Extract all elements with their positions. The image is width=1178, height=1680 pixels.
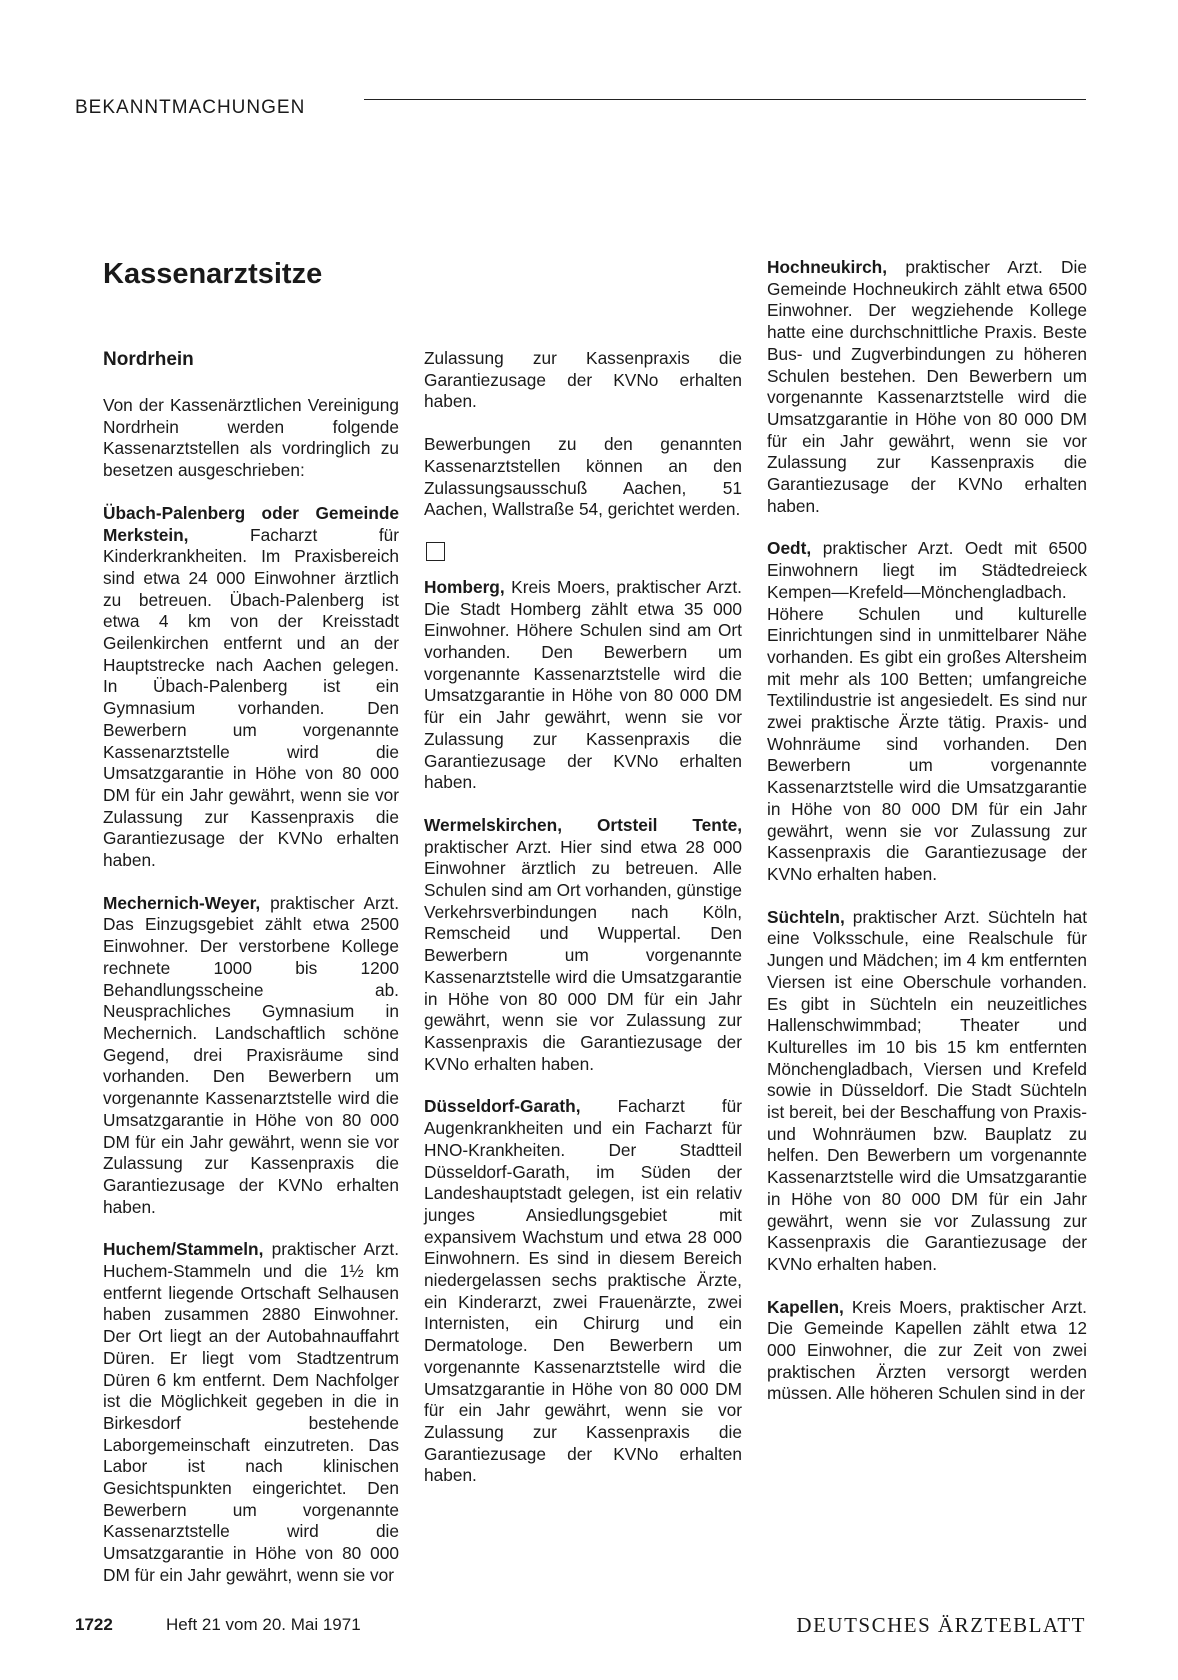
listing-uebach-palenberg: [103, 503, 399, 872]
listing-text: praktischer Arzt. Süchteln hat eine Volksschule, eine Realschule für Jungen und Mädchen; im 4 km entfernten Viersen ist eine Oberschule vorhanden. Es gibt in Süchteln ein neuzeitliches Hallenschwimmbad; Theater und Kulturelles im 10 bis 15 km entfernten Mönchengladbach, Viersen und Krefeld sowie in Düsseldorf. Die Stadt Süchteln ist bereit, bei der Beschaffung von Praxis- und Wohnräumen bzw. Bauplatz zu helfen. Den Bewerbern um vorgenannte Kassenarztstelle wird die Umsatzgarantie in Höhe von 80 000 DM für ein Jahr gewährt, wenn sie vor Zulassung zur Kassenpraxis die Garantiezusage der KVNo erhalten haben.: [767, 906, 1087, 1274]
listing-text: praktischer Arzt. Die Gemeinde Hochneukirch zählt etwa 6500 Einwohner. Der wegziehende Kollege hatte eine durchschnittliche Praxis. Beste Bus- und Zugverbindungen zu höheren Schulen bestehen. Den Bewerbern um vorgenannte Kassenarztstelle wird die Umsatzgarantie in Höhe von 80 000 DM für ein Jahr gewährt, wenn sie vor Zulassung zur Kassenpraxis die Garantiezusage der KVNo erhalten haben.: [767, 257, 1087, 516]
page-header: [75, 96, 1085, 126]
column-1: [103, 395, 399, 1608]
column-2: [424, 348, 742, 1508]
square-separator-icon: [426, 542, 445, 561]
listing-text: Kreis Moers, praktischer Arzt. Die Stadt Homberg zählt etwa 35 000 Einwohner. Höhere Schulen sind am Ort vorhanden. Den Bewerbern um vorgenannte Kassenarztstelle wird die Umsatzgarantie in Höhe von 80 000 DM für ein Jahr gewährt, wenn sie vor Zulassung zur Kassenpraxis die Garantiezusage der KVNo erhalten haben.: [424, 576, 742, 793]
issue-info: Heft 21 vom 20. Mai 1971: [166, 1615, 361, 1634]
listing-duesseldorf-garath: [424, 1096, 742, 1487]
listing-place: Düsseldorf-Garath,: [424, 1096, 581, 1117]
listing-place: Wermelskirchen, Ortsteil Tente,: [424, 814, 742, 835]
listing-homberg: [424, 577, 742, 794]
listing-text: praktischer Arzt. Huchem-Stammeln und die 1½ km entfernt liegende Ortschaft Selhausen haben zusammen 2880 Einwohner. Der Ort liegt an der Autobahnauffahrt Düren. Er liegt vom Stadtzentrum Düren 6 km entfernt. Dem Nachfolger ist die Möglichkeit gegeben in die in Birkesdorf bestehende Laborgemeinschaft einzutreten. Das Labor ist nach klinischen Gesichtspunkten eingerichtet. Den Bewerbern um vorgenannte Kassenarztstelle wird die Umsatzgarantie in Höhe von 80 000 DM für ein Jahr gewährt, wenn sie vor: [103, 1239, 399, 1585]
listing-place: Oedt,: [767, 538, 812, 559]
column-3: [767, 257, 1087, 1426]
applications-paragraph: Bewerbungen zu den genannten Kassenarztstellen können an den Zulassungsausschuß Aachen, 51 Aachen, Wallstraße 54, gerichtet werden.: [424, 434, 742, 520]
listing-text: Facharzt für Augenkrankheiten und ein Facharzt für HNO-Krankheiten. Der Stadtteil Düsseldorf-Garath, im Süden der Landeshauptstadt gelegen, ist ein relativ junges Ansiedlungsgebiet mit expansivem Wachstum und etwa 28 000 Einwohnern. Es sind in diesem Bereich niedergelassen sechs praktische Ärzte, ein Kinderarzt, zwei Frauenärzte, zwei Internisten, ein Chirurg und ein Dermatologe. Den Bewerbern um vorgenannte Kassenarztstelle wird die Umsatzgarantie in Höhe von 80 000 DM für ein Jahr gewährt, wenn sie vor Zulassung zur Kassenpraxis die Garantiezusage der KVNo erhalten haben.: [424, 1096, 742, 1486]
listing-kapellen: [767, 1297, 1087, 1406]
listing-place: Übach-Palenberg oder Gemeinde Merkstein,: [103, 502, 399, 545]
listing-place: Homberg,: [424, 576, 505, 597]
article-title: Kassenarztsitze: [103, 258, 323, 290]
header-rule: [364, 99, 1086, 100]
listing-place: Hochneukirch,: [767, 257, 888, 277]
listing-text: praktischer Arzt. Hier sind etwa 28 000 Einwohner ärztlich zu betreuen. Alle Schulen sind am Ort vorhanden, günstige Verkehrsverbindungen nach Köln, Remscheid und Wuppertal. Den Bewerbern um vorgenannte Kassenarztstelle wird die Umsatzgarantie in Höhe von 80 000 DM für ein Jahr gewährt, wenn sie vor Zulassung zur Kassenpraxis die Garantiezusage der KVNo erhalten haben.: [424, 836, 742, 1074]
listing-mechernich-weyer: [103, 893, 399, 1219]
listing-place: Kapellen,: [767, 1296, 844, 1317]
continuation-paragraph: Zulassung zur Kassenpraxis die Garantiezusage der KVNo erhalten haben.: [424, 348, 742, 412]
journal-name: DEUTSCHES ÄRZTEBLATT: [796, 1613, 1086, 1637]
listing-text: praktischer Arzt. Oedt mit 6500 Einwohnern liegt im Städtedreieck Kempen—Krefeld—Mönchengladbach. Höhere Schulen und kulturelle Einrichtungen sind in unmittelbarer Nähe vorhanden. Es gibt ein großes Altersheim mit mehr als 100 Betten; umfangreiche Textilindustrie ist angesiedelt. Es sind nur zwei praktische Ärzte tätig. Praxis- und Wohnräume sind vorhanden. Den Bewerbern um vorgenannte Kassenarztstelle wird die Umsatzgarantie in Höhe von 80 000 DM für ein Jahr gewährt, wenn sie vor Zulassung zur Kassenpraxis die Garantiezusage der KVNo erhalten haben.: [767, 538, 1087, 884]
listing-text: praktischer Arzt. Das Einzugsgebiet zählt etwa 2500 Einwohner. Der verstorbene Kollege rechnete 1000 bis 1200 Behandlungsscheine ab. Neusprachliches Gymnasium in Mechernich. Landschaftlich schöne Gegend, drei Praxisräume sind vorhanden. Den Bewerbern um vorgenannte Kassenarztstelle wird die Umsatzgarantie in Höhe von 80 000 DM für ein Jahr gewährt, wenn sie vor Zulassung zur Kassenpraxis die Garantiezusage der KVNo erhalten haben.: [103, 892, 399, 1217]
listing-text: Kreis Moers, praktischer Arzt. Die Gemeinde Kapellen zählt etwa 12 000 Einwohner, die zur Zeit von zwei praktischen Ärzten versorgt werden müssen. Alle höheren Schulen sind in der: [767, 1296, 1087, 1404]
listing-text: Facharzt für Kinderkrankheiten. Im Praxisbereich sind etwa 24 000 Einwohner ärztlich zu betreuen. Übach-Palenberg ist etwa 4 km von der Kreisstadt Geilenkirchen entfernt und an der Hauptstrecke nach Aachen gelegen. In Übach-Palenberg ist ein Gymnasium vorhanden. Den Bewerbern um vorgenannte Kassenarztstelle wird die Umsatzgarantie in Höhe von 80 000 DM für ein Jahr gewährt, wenn sie vor Zulassung zur Kassenpraxis die Garantiezusage der KVNo erhalten haben.: [103, 524, 399, 871]
listing-oedt: [767, 538, 1087, 885]
listing-wermelskirchen: [424, 815, 742, 1075]
listing-suechteln: [767, 907, 1087, 1276]
listing-hochneukirch: [767, 257, 1087, 517]
page-footer: [75, 1613, 1086, 1641]
intro-paragraph: Von der Kassenärztlichen Vereinigung Nordrhein werden folgende Kassenarztstellen als vordringlich zu besetzen ausgeschrieben:: [103, 395, 399, 481]
listing-place: Süchteln,: [767, 906, 845, 927]
listing-huchem-stammeln: [103, 1239, 399, 1586]
page-number: 1722: [75, 1615, 113, 1634]
listing-place: Mechernich-Weyer,: [103, 892, 261, 913]
listing-place: Huchem/Stammeln,: [103, 1239, 264, 1260]
region-heading: Nordrhein: [103, 349, 194, 370]
section-title: BEKANNTMACHUNGEN: [75, 97, 306, 118]
